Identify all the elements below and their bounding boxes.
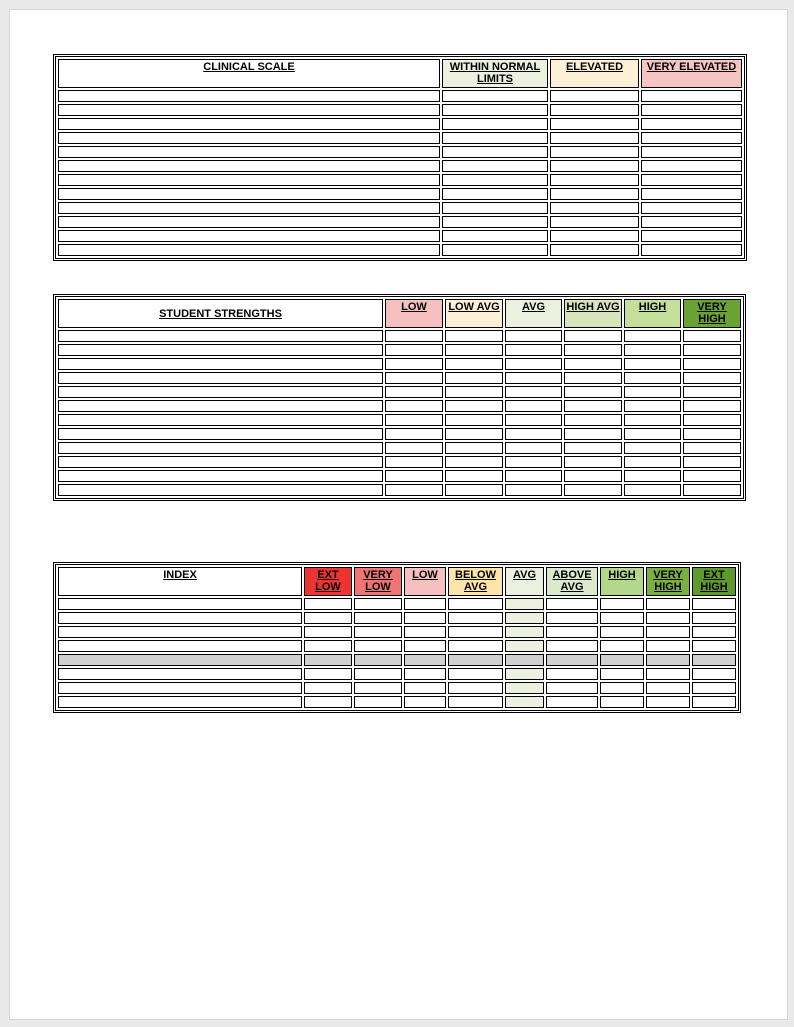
table-row [58,414,741,426]
rating-cell[interactable] [385,386,443,398]
rating-cell[interactable] [546,682,598,694]
row-label-cell[interactable] [58,484,383,496]
rating-cell[interactable] [442,174,548,186]
table-row [58,118,742,130]
very-high-header: VERY HIGH [683,299,741,328]
table-row [58,202,742,214]
table-row [58,654,736,666]
rating-cell[interactable] [692,654,736,666]
rating-cell[interactable] [404,696,446,708]
rating-cell[interactable] [683,386,741,398]
ext-low-header: EXT LOW [304,567,352,596]
row-label-cell[interactable] [58,230,440,242]
rating-cell[interactable] [442,146,548,158]
rating-cell[interactable] [564,358,622,370]
rating-cell[interactable] [404,612,446,624]
rating-cell[interactable] [505,372,562,384]
rating-cell[interactable] [550,90,639,102]
rating-cell[interactable] [385,400,443,412]
index-body [58,598,736,708]
rating-cell[interactable] [442,132,548,144]
rating-cell[interactable] [505,358,562,370]
row-label-cell[interactable] [58,90,440,102]
table-row [58,428,741,440]
rating-cell[interactable] [505,414,562,426]
row-label-cell[interactable] [58,244,440,256]
rating-cell[interactable] [683,470,741,482]
rating-cell[interactable] [550,132,639,144]
rating-cell[interactable] [624,414,681,426]
rating-cell[interactable] [624,428,681,440]
clinical-scale-header: CLINICAL SCALE [58,59,440,88]
rating-cell[interactable] [550,174,639,186]
rating-cell[interactable] [404,626,446,638]
rating-cell[interactable] [600,696,644,708]
rating-cell[interactable] [442,188,548,200]
rating-cell[interactable] [683,456,741,468]
table-row [58,104,742,116]
rating-cell[interactable] [442,160,548,172]
rating-cell[interactable] [404,668,446,680]
rating-cell[interactable] [683,428,741,440]
rating-cell[interactable] [505,696,544,708]
rating-cell[interactable] [624,344,681,356]
document-page [10,10,787,1019]
low-header: LOW [404,567,446,596]
rating-cell[interactable] [448,668,503,680]
rating-cell[interactable] [448,682,503,694]
row-label-cell[interactable] [58,174,440,186]
rating-cell[interactable] [550,118,639,130]
table-row [58,344,741,356]
rating-cell[interactable] [624,358,681,370]
row-label-cell[interactable] [58,118,440,130]
rating-cell[interactable] [600,682,644,694]
rating-cell[interactable] [445,344,503,356]
row-label-cell[interactable] [58,146,440,158]
very-low-header: VERY LOW [354,567,402,596]
rating-cell[interactable] [683,344,741,356]
rating-cell[interactable] [683,484,741,496]
rating-cell[interactable] [505,344,562,356]
rating-cell[interactable] [600,612,644,624]
rating-cell[interactable] [505,640,544,652]
index-header-row [58,567,736,596]
rating-cell[interactable] [304,598,352,610]
rating-cell[interactable] [385,330,443,342]
row-label-cell[interactable] [58,598,302,610]
rating-cell[interactable] [354,696,402,708]
rating-cell[interactable] [692,640,736,652]
rating-cell[interactable] [546,640,598,652]
rating-cell[interactable] [442,244,548,256]
low-avg-header: LOW AVG [445,299,503,328]
row-label-cell[interactable] [58,188,440,200]
rating-cell[interactable] [624,372,681,384]
strengths-header-row [58,299,741,328]
rating-cell[interactable] [624,456,681,468]
row-label-cell[interactable] [58,654,302,666]
rating-cell[interactable] [354,682,402,694]
table-row [58,146,742,158]
rating-cell[interactable] [624,386,681,398]
rating-cell[interactable] [692,626,736,638]
below-avg-header: BELOW AVG [448,567,503,596]
rating-cell[interactable] [505,456,562,468]
rating-cell[interactable] [445,442,503,454]
rating-cell[interactable] [385,372,443,384]
rating-cell[interactable] [448,654,503,666]
rating-cell[interactable] [442,202,548,214]
row-label-cell[interactable] [58,400,383,412]
rating-cell[interactable] [505,612,544,624]
rating-cell[interactable] [445,428,503,440]
rating-cell[interactable] [304,696,352,708]
above-avg-header: ABOVE AVG [546,567,598,596]
clinical-body [58,90,742,256]
rating-cell[interactable] [600,626,644,638]
student-strengths-header: STUDENT STRENGTHS [58,299,383,328]
rating-cell[interactable] [646,598,690,610]
rating-cell[interactable] [646,612,690,624]
rating-cell[interactable] [385,442,443,454]
row-label-cell[interactable] [58,202,440,214]
rating-cell[interactable] [354,612,402,624]
rating-cell[interactable] [692,682,736,694]
row-label-cell[interactable] [58,132,440,144]
rating-cell[interactable] [445,414,503,426]
rating-cell[interactable] [385,414,443,426]
table-row [58,386,741,398]
rating-cell[interactable] [385,344,443,356]
avg-header: AVG [505,567,544,596]
rating-cell[interactable] [505,428,562,440]
rating-cell[interactable] [404,640,446,652]
rating-cell[interactable] [546,668,598,680]
table-row [58,160,742,172]
rating-cell[interactable] [624,484,681,496]
rating-cell[interactable] [385,470,443,482]
row-label-cell[interactable] [58,442,383,454]
rating-cell[interactable] [445,456,503,468]
rating-cell[interactable] [442,104,548,116]
rating-cell[interactable] [442,230,548,242]
rating-cell[interactable] [600,654,644,666]
row-label-cell[interactable] [58,104,440,116]
rating-cell[interactable] [683,330,741,342]
rating-cell[interactable] [641,174,742,186]
rating-cell[interactable] [448,612,503,624]
rating-cell[interactable] [564,330,622,342]
rating-cell[interactable] [354,668,402,680]
rating-cell[interactable] [505,654,544,666]
table-row [58,230,742,242]
high-header: HIGH [624,299,681,328]
rating-cell[interactable] [564,344,622,356]
rating-cell[interactable] [550,230,639,242]
table-row [58,244,742,256]
table-row [58,696,736,708]
row-label-cell[interactable] [58,428,383,440]
rating-cell[interactable] [683,372,741,384]
row-label-cell[interactable] [58,668,302,680]
row-label-cell[interactable] [58,456,383,468]
rating-cell[interactable] [550,188,639,200]
rating-cell[interactable] [564,400,622,412]
row-label-cell[interactable] [58,330,383,342]
table-row [58,682,736,694]
table-row [58,372,741,384]
rating-cell[interactable] [445,330,503,342]
table-row [58,456,741,468]
rating-cell[interactable] [624,442,681,454]
rating-cell[interactable] [546,626,598,638]
rating-cell[interactable] [683,414,741,426]
rating-cell[interactable] [564,442,622,454]
table-row [58,668,736,680]
clinical-scale-table [53,54,747,261]
rating-cell[interactable] [600,640,644,652]
rating-cell[interactable] [641,230,742,242]
row-label-cell[interactable] [58,612,302,624]
rating-cell[interactable] [546,696,598,708]
rating-cell[interactable] [445,358,503,370]
rating-cell[interactable] [641,160,742,172]
rating-cell[interactable] [646,668,690,680]
rating-cell[interactable] [354,640,402,652]
rating-cell[interactable] [404,598,446,610]
student-strengths-table [53,294,746,501]
rating-cell[interactable] [304,640,352,652]
rating-cell[interactable] [304,626,352,638]
rating-cell[interactable] [641,188,742,200]
row-label-cell[interactable] [58,216,440,228]
rating-cell[interactable] [354,598,402,610]
rating-cell[interactable] [646,696,690,708]
rating-cell[interactable] [505,386,562,398]
rating-cell[interactable] [692,696,736,708]
low-header: LOW [385,299,443,328]
rating-cell[interactable] [641,90,742,102]
row-label-cell[interactable] [58,470,383,482]
rating-cell[interactable] [692,598,736,610]
rating-cell[interactable] [304,682,352,694]
table-row [58,174,742,186]
rating-cell[interactable] [564,470,622,482]
high-avg-header: HIGH AVG [564,299,622,328]
very-high-header: VERY HIGH [646,567,690,596]
rating-cell[interactable] [641,118,742,130]
rating-cell[interactable] [550,104,639,116]
within-normal-limits-header: WITHIN NORMAL LIMITS [442,59,548,88]
rating-cell[interactable] [683,400,741,412]
high-header: HIGH [600,567,644,596]
rating-cell[interactable] [445,470,503,482]
strengths-body [58,330,741,496]
rating-cell[interactable] [404,682,446,694]
rating-cell[interactable] [445,372,503,384]
rating-cell[interactable] [385,484,443,496]
table-row [58,442,741,454]
rating-cell[interactable] [448,640,503,652]
table-row [58,358,741,370]
rating-cell[interactable] [546,654,598,666]
rating-cell[interactable] [692,668,736,680]
rating-cell[interactable] [550,244,639,256]
row-label-cell[interactable] [58,358,383,370]
table-row [58,400,741,412]
rating-cell[interactable] [304,612,352,624]
rating-cell[interactable] [550,216,639,228]
rating-cell[interactable] [304,668,352,680]
table-row [58,612,736,624]
rating-cell[interactable] [505,484,562,496]
table-row [58,188,742,200]
rating-cell[interactable] [505,470,562,482]
table-row [58,598,736,610]
rating-cell[interactable] [505,400,562,412]
table-row [58,216,742,228]
rating-cell[interactable] [505,626,544,638]
table-row [58,132,742,144]
table-row [58,640,736,652]
rating-cell[interactable] [550,202,639,214]
avg-header: AVG [505,299,562,328]
rating-cell[interactable] [505,330,562,342]
rating-cell[interactable] [646,654,690,666]
rating-cell[interactable] [564,372,622,384]
rating-cell[interactable] [564,386,622,398]
rating-cell[interactable] [564,414,622,426]
rating-cell[interactable] [445,386,503,398]
rating-cell[interactable] [683,358,741,370]
rating-cell[interactable] [564,428,622,440]
rating-cell[interactable] [646,626,690,638]
rating-cell[interactable] [546,612,598,624]
rating-cell[interactable] [600,668,644,680]
rating-cell[interactable] [505,682,544,694]
rating-cell[interactable] [641,202,742,214]
rating-cell[interactable] [448,598,503,610]
table-row [58,626,736,638]
index-table [53,562,741,713]
rating-cell[interactable] [564,484,622,496]
table-row [58,330,741,342]
rating-cell[interactable] [385,456,443,468]
table-row [58,484,741,496]
rating-cell[interactable] [442,118,548,130]
clinical-header-row [58,59,742,88]
rating-cell[interactable] [385,358,443,370]
elevated-header: ELEVATED [550,59,639,88]
table-row [58,90,742,102]
rating-cell[interactable] [600,598,644,610]
rating-cell[interactable] [304,654,352,666]
rating-cell[interactable] [354,654,402,666]
row-label-cell[interactable] [58,372,383,384]
rating-cell[interactable] [445,400,503,412]
rating-cell[interactable] [683,442,741,454]
rating-cell[interactable] [624,470,681,482]
row-label-cell[interactable] [58,386,383,398]
rating-cell[interactable] [505,442,562,454]
rating-cell[interactable] [641,132,742,144]
rating-cell[interactable] [624,330,681,342]
rating-cell[interactable] [448,626,503,638]
rating-cell[interactable] [641,104,742,116]
rating-cell[interactable] [692,612,736,624]
row-label-cell[interactable] [58,414,383,426]
rating-cell[interactable] [448,696,503,708]
rating-cell[interactable] [646,640,690,652]
rating-cell[interactable] [385,428,443,440]
very-elevated-header: VERY ELEVATED [641,59,742,88]
rating-cell[interactable] [404,654,446,666]
rating-cell[interactable] [550,146,639,158]
row-label-cell[interactable] [58,160,440,172]
rating-cell[interactable] [641,146,742,158]
ext-high-header: EXT HIGH [692,567,736,596]
rating-cell[interactable] [442,90,548,102]
rating-cell[interactable] [442,216,548,228]
rating-cell[interactable] [641,216,742,228]
rating-cell[interactable] [624,400,681,412]
row-label-cell[interactable] [58,640,302,652]
rating-cell[interactable] [564,456,622,468]
row-label-cell[interactable] [58,626,302,638]
rating-cell[interactable] [646,682,690,694]
rating-cell[interactable] [445,484,503,496]
row-label-cell[interactable] [58,344,383,356]
rating-cell[interactable] [550,160,639,172]
rating-cell[interactable] [505,668,544,680]
table-row [58,470,741,482]
rating-cell[interactable] [546,598,598,610]
rating-cell[interactable] [354,626,402,638]
index-header: INDEX [58,567,302,596]
rating-cell[interactable] [641,244,742,256]
row-label-cell[interactable] [58,696,302,708]
rating-cell[interactable] [505,598,544,610]
row-label-cell[interactable] [58,682,302,694]
